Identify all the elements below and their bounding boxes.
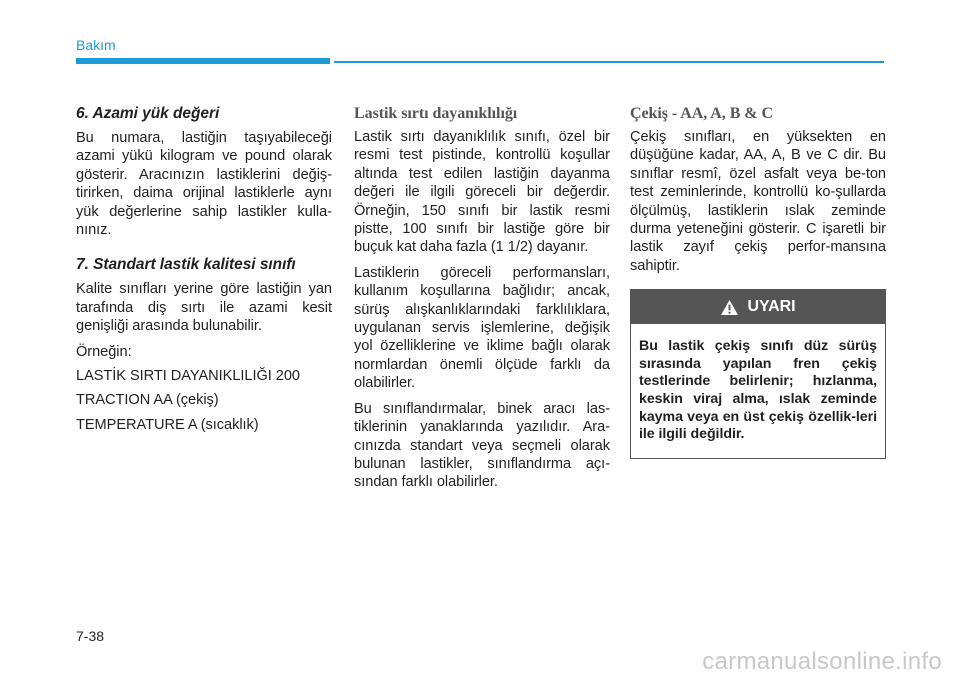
paragraph-treadwear-3: Bu sınıflandırmalar, binek aracı las-tiklerinin yanaklarında yazılıdır. Ara-cınızda standart veya seçmeli olarak bulunan lastikler, sınıflandırma açı-sından farklı olabilirler. xyxy=(354,400,610,491)
column-right xyxy=(630,104,886,459)
paragraph-traction: Çekiş sınıfları, en yüksekten en düşüğüne kadar, AA, A, B ve C dir. Bu sınıflar resmî, özel asfalt veya be-ton test zeminlerinde, kontrollü ko-şullarda ölçülmüş, lastiklerin ıslak zeminde durma yeteneğini gösterir. C işaretli bir lastik zayıf çekiş perfor-mansına sahiptir. xyxy=(630,129,886,274)
paragraph-treadwear-1: Lastik sırtı dayanıklılık sınıfı, özel bir resmi test pistinde, kontrollü koşullar altında test edilen lastiğin dayanma değeri ile ilgili göreceli bir değerdir. Örneğin, 150 sınıfı bir lastik resmi pistte, 100 sınıfı bir lastiğe göre bir buçuk kat daha fazla (1 1/2) dayanır. xyxy=(354,129,610,256)
warning-box xyxy=(630,289,886,459)
example-label: Örneğin: xyxy=(76,343,132,360)
header-rule-thin xyxy=(334,61,884,63)
header-rule-thick xyxy=(76,58,330,64)
heading-traction: Çekiş - AA, A, B & C xyxy=(630,105,774,122)
example-temperature: TEMPERATURE A (sıcaklık) xyxy=(76,416,259,433)
paragraph-treadwear-2: Lastiklerin göreceli performansları, kullanım koşullarına bağlıdır; ancak, sürüş alışkanlıklarındaki farklılıklara, uygulanan servis işlemlerine, değişik yol özelliklerine ve iklime bağlı olarak normlardan önemli ölçüde farklı da olabilirler. xyxy=(354,264,610,392)
column-left xyxy=(76,104,332,440)
warning-text: Bu lastik çekiş sınıfı düz sürüş sırasında yapılan fren çekiş testlerinde belirlenir; hızlanma, keskin viraj alma, ıslak zeminde kayma veya en üst çekiş özellik-leri ile ilgili değildir. xyxy=(639,338,877,443)
paragraph-max-load: Bu numara, lastiğin taşıyabileceği azami yükü kilogram ve pound olarak gösterir. Aracınızın lastiklerini değiş-tirirken, daima orijinal lastiklerle aynı yük değerlerine sahip lastikler kulla-nınız. xyxy=(76,130,332,239)
page-number: 7-38 xyxy=(76,628,105,644)
example-treadwear: LASTİK SIRTI DAYANIKLILIĞI 200 xyxy=(76,368,300,385)
warning-title: UYARI xyxy=(747,298,796,316)
heading-treadwear: Lastik sırtı dayanıklılığı xyxy=(354,105,518,122)
paragraph-quality-grade: Kalite sınıfları yerine göre lastiğin yan tarafında diş sırtı ile azami kesit genişliği arasında bulunabilir. xyxy=(76,281,332,335)
watermark: carmanualsonline.info xyxy=(702,648,942,675)
heading-max-load: 6. Azami yük değeri xyxy=(76,105,220,122)
section-label: Bakım xyxy=(76,37,116,53)
warning-triangle-icon xyxy=(720,299,739,316)
heading-quality-grade: 7. Standart lastik kalitesi sınıfı xyxy=(76,256,296,274)
example-traction: TRACTION AA (çekiş) xyxy=(76,392,219,409)
column-middle xyxy=(354,104,610,499)
warning-header xyxy=(631,290,885,324)
